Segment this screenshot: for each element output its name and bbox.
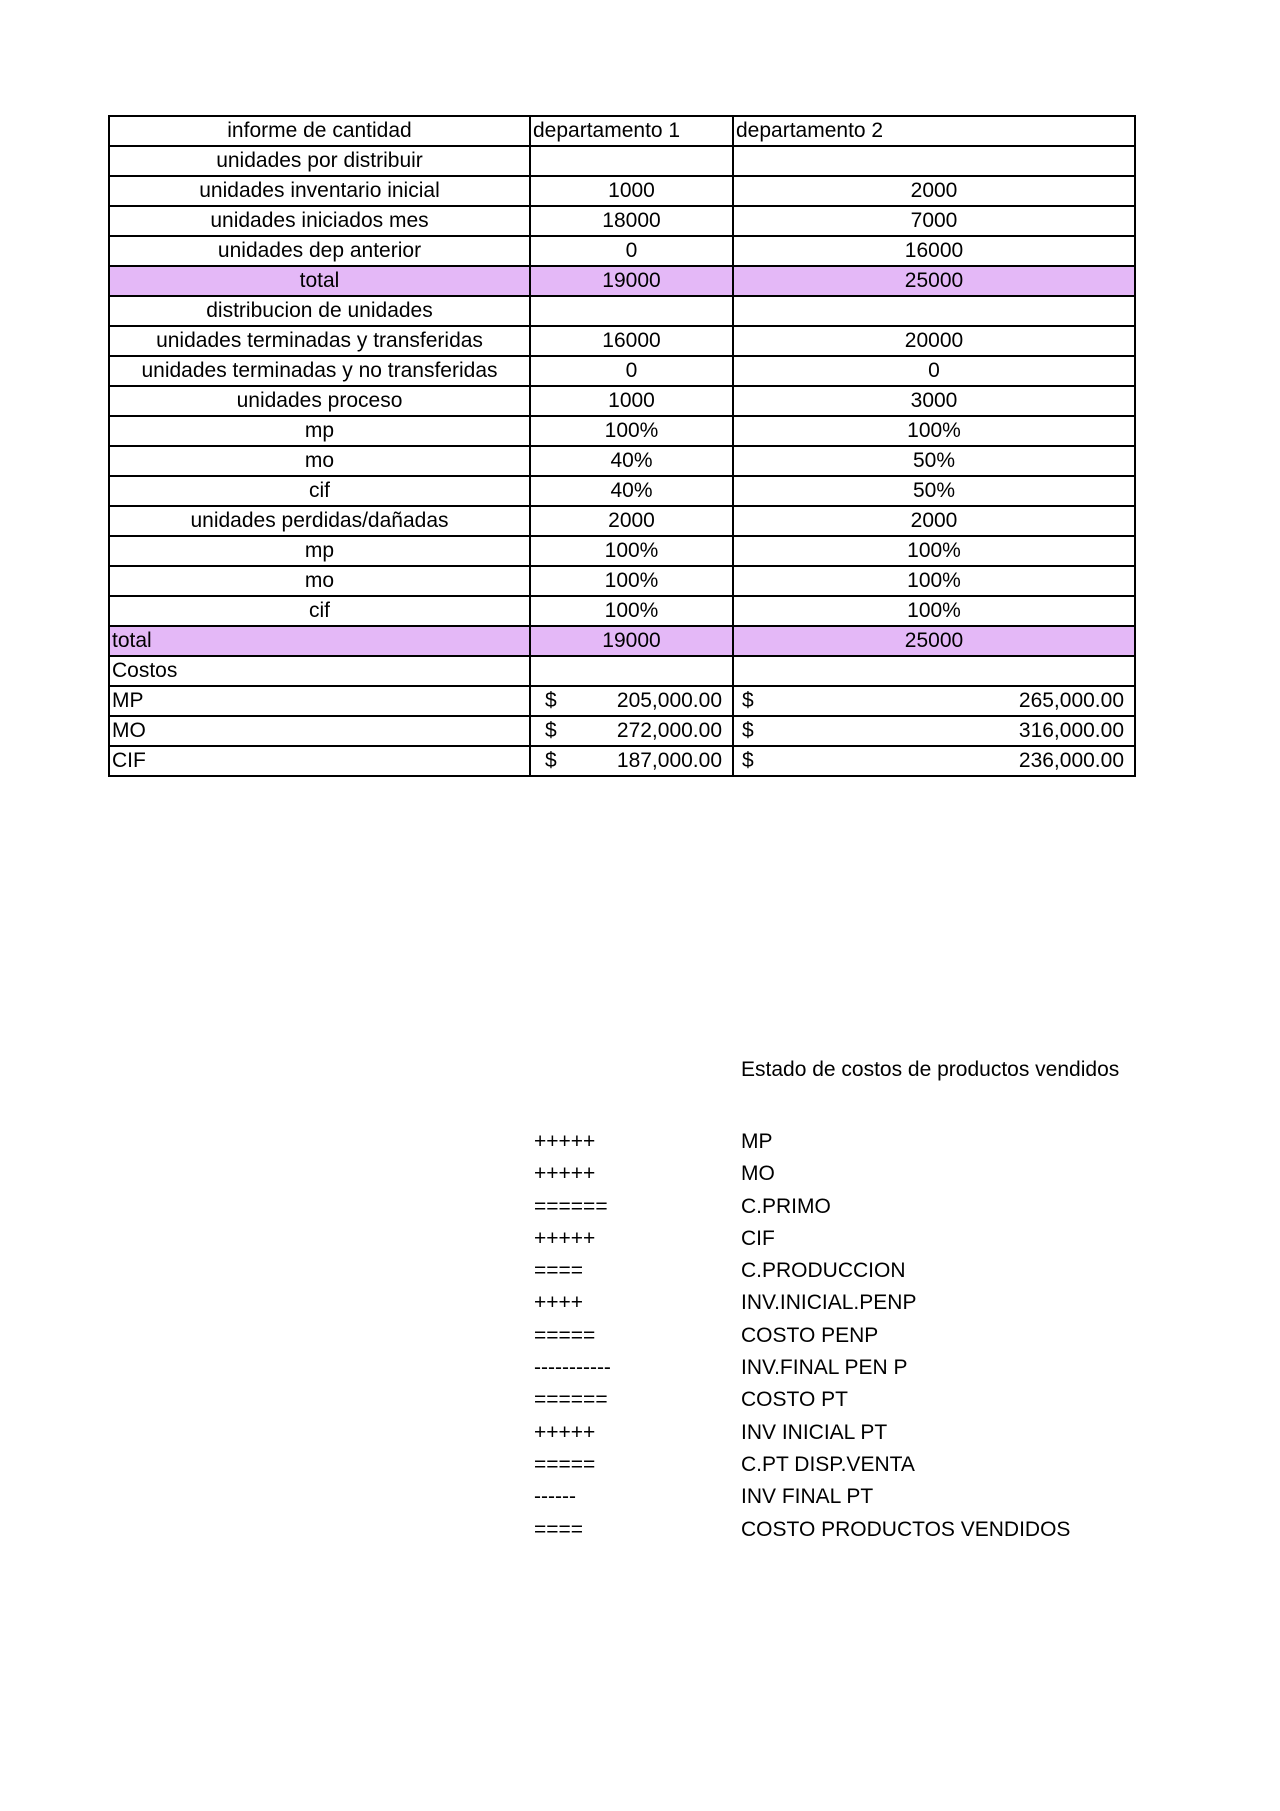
row-label-cell[interactable]: unidades proceso <box>109 386 530 416</box>
table-row <box>109 296 1135 326</box>
row-label-cell[interactable]: unidades por distribuir <box>109 146 530 176</box>
department-1-cell[interactable]: 100% <box>530 416 733 446</box>
cost-row <box>109 716 1135 746</box>
currency-value <box>736 717 1132 745</box>
cost-value-cell-department-2[interactable] <box>733 686 1135 716</box>
row-label-cell[interactable]: cif <box>109 596 530 626</box>
row-label-cell[interactable]: unidades inventario inicial <box>109 176 530 206</box>
department-2-cell[interactable]: 2000 <box>733 176 1135 206</box>
table-row <box>109 206 1135 236</box>
row-label-cell[interactable]: distribucion de unidades <box>109 296 530 326</box>
statement-symbol: ------ <box>534 1485 576 1509</box>
table-row <box>109 656 1135 686</box>
table-row <box>109 446 1135 476</box>
quantity-report-table <box>108 115 1136 777</box>
statement-symbol: +++++ <box>534 1226 596 1250</box>
department-1-cell[interactable]: 0 <box>530 356 733 386</box>
table-row <box>109 146 1135 176</box>
statement-symbol: ===== <box>534 1323 596 1347</box>
statement-symbol: ==== <box>534 1517 584 1541</box>
row-label-cell[interactable]: unidades terminadas y transferidas <box>109 326 530 356</box>
department-1-cell[interactable]: 19000 <box>530 626 733 656</box>
row-label-cell[interactable]: total <box>109 266 530 296</box>
statement-line-label: C.PRODUCCION <box>741 1259 906 1283</box>
department-2-cell[interactable]: 100% <box>733 416 1135 446</box>
department-1-cell[interactable]: 0 <box>530 236 733 266</box>
currency-value <box>533 687 730 715</box>
table-row <box>109 356 1135 386</box>
statement-line-label: MO <box>741 1162 775 1186</box>
department-2-cell[interactable]: 50% <box>733 446 1135 476</box>
statement-line-label: INV.INICIAL.PENP <box>741 1291 917 1315</box>
statement-title: Estado de costos de productos vendidos <box>741 1058 1120 1081</box>
department-1-cell[interactable]: 100% <box>530 536 733 566</box>
amount: 236,000.00 <box>1018 749 1124 772</box>
row-label-cell[interactable]: unidades perdidas/dañadas <box>109 506 530 536</box>
header-cell-department-1[interactable]: departamento 1 <box>530 116 733 146</box>
row-label-cell[interactable]: mp <box>109 536 530 566</box>
currency-symbol: $ <box>742 719 754 742</box>
statement-labels-column <box>741 1126 1070 1546</box>
department-2-cell[interactable]: 25000 <box>733 266 1135 296</box>
currency-value <box>533 717 730 745</box>
statement-symbol: +++++ <box>534 1162 596 1186</box>
statement-symbol: ====== <box>534 1194 608 1218</box>
department-2-cell[interactable]: 100% <box>733 536 1135 566</box>
department-2-cell[interactable]: 7000 <box>733 206 1135 236</box>
row-label-cell[interactable]: Costos <box>109 656 530 686</box>
statement-line-label: MP <box>741 1130 773 1153</box>
department-1-cell[interactable]: 1000 <box>530 176 733 206</box>
cost-value-cell-department-2[interactable] <box>733 716 1135 746</box>
table-row <box>109 506 1135 536</box>
table-row <box>109 626 1135 656</box>
statement-line-label: INV FINAL PT <box>741 1485 874 1509</box>
department-2-cell[interactable]: 3000 <box>733 386 1135 416</box>
currency-symbol: $ <box>742 749 754 772</box>
department-2-cell[interactable]: 20000 <box>733 326 1135 356</box>
department-1-cell[interactable]: 1000 <box>530 386 733 416</box>
amount: 316,000.00 <box>1018 719 1124 742</box>
statement-symbol: ===== <box>534 1452 596 1476</box>
table-row <box>109 326 1135 356</box>
currency-value <box>533 747 730 775</box>
statement-line-label: COSTO PENP <box>741 1323 879 1347</box>
department-1-cell[interactable]: 19000 <box>530 266 733 296</box>
table-row <box>109 536 1135 566</box>
row-label-cell[interactable]: mo <box>109 566 530 596</box>
row-label-cell[interactable]: unidades terminadas y no transferidas <box>109 356 530 386</box>
header-cell-label[interactable]: informe de cantidad <box>109 116 530 146</box>
row-label-cell[interactable]: mp <box>109 416 530 446</box>
department-1-cell[interactable]: 40% <box>530 476 733 506</box>
cost-row <box>109 686 1135 716</box>
row-label-cell[interactable]: total <box>109 626 530 656</box>
currency-symbol: $ <box>742 689 754 712</box>
statement-line-label: COSTO PRODUCTOS VENDIDOS <box>741 1517 1071 1541</box>
cost-value-cell-department-1[interactable] <box>530 716 733 746</box>
statement-symbol: ----------- <box>534 1356 611 1380</box>
department-2-cell[interactable] <box>733 656 1135 686</box>
statement-line-label: INV INICIAL PT <box>741 1420 888 1444</box>
amount: 187,000.00 <box>616 749 722 772</box>
currency-symbol: $ <box>545 689 557 712</box>
cost-value-cell-department-2[interactable] <box>733 746 1135 776</box>
header-cell-department-2[interactable]: departamento 2 <box>733 116 1135 146</box>
cost-value-cell-department-1[interactable] <box>530 746 733 776</box>
row-label-cell[interactable]: unidades iniciados mes <box>109 206 530 236</box>
currency-value <box>736 687 1132 715</box>
department-1-cell[interactable]: 100% <box>530 596 733 626</box>
department-1-cell[interactable]: 18000 <box>530 206 733 236</box>
department-1-cell[interactable] <box>530 146 733 176</box>
statement-symbol: +++++ <box>534 1420 596 1444</box>
statement-symbol: ==== <box>534 1259 584 1283</box>
department-1-cell[interactable]: 2000 <box>530 506 733 536</box>
statement-symbol: ====== <box>534 1388 608 1412</box>
cost-label-cell[interactable]: CIF <box>109 746 530 776</box>
department-1-cell[interactable] <box>530 296 733 326</box>
department-2-cell[interactable]: 0 <box>733 356 1135 386</box>
statement-symbols-column <box>534 1126 611 1546</box>
table-header-row <box>109 116 1135 146</box>
row-label-cell[interactable]: mo <box>109 446 530 476</box>
department-2-cell[interactable]: 25000 <box>733 626 1135 656</box>
cost-label-cell[interactable]: MO <box>109 716 530 746</box>
department-2-cell[interactable]: 2000 <box>733 506 1135 536</box>
cost-row <box>109 746 1135 776</box>
amount: 272,000.00 <box>616 719 722 742</box>
cost-value-cell-department-1[interactable] <box>530 686 733 716</box>
department-2-cell[interactable]: 100% <box>733 596 1135 626</box>
table-row <box>109 236 1135 266</box>
amount: 205,000.00 <box>616 689 722 712</box>
statement-symbol: +++++ <box>534 1130 596 1153</box>
row-label-cell[interactable]: cif <box>109 476 530 506</box>
department-1-cell[interactable]: 40% <box>530 446 733 476</box>
table-row <box>109 266 1135 296</box>
table-row <box>109 566 1135 596</box>
amount: 265,000.00 <box>1018 689 1124 712</box>
department-1-cell[interactable]: 100% <box>530 566 733 596</box>
department-2-cell[interactable]: 50% <box>733 476 1135 506</box>
statement-line-label: C.PRIMO <box>741 1194 831 1218</box>
department-2-cell[interactable]: 100% <box>733 566 1135 596</box>
statement-line-label: INV.FINAL PEN P <box>741 1356 908 1380</box>
statement-line-label: C.PT DISP.VENTA <box>741 1452 915 1476</box>
currency-symbol: $ <box>545 749 557 772</box>
table-row <box>109 596 1135 626</box>
table-row <box>109 476 1135 506</box>
department-2-cell[interactable] <box>733 296 1135 326</box>
table-row <box>109 176 1135 206</box>
statement-line-label: CIF <box>741 1226 775 1250</box>
table-body <box>109 116 1135 776</box>
department-2-cell[interactable]: 16000 <box>733 236 1135 266</box>
row-label-cell[interactable]: unidades dep anterior <box>109 236 530 266</box>
cost-label-cell[interactable]: MP <box>109 686 530 716</box>
department-1-cell[interactable]: 16000 <box>530 326 733 356</box>
department-1-cell[interactable] <box>530 656 733 686</box>
currency-symbol: $ <box>545 719 557 742</box>
statement-symbol: ++++ <box>534 1291 584 1315</box>
currency-value <box>736 747 1132 775</box>
statement-line-label: COSTO PT <box>741 1388 848 1412</box>
table-row <box>109 386 1135 416</box>
table-row <box>109 416 1135 446</box>
department-2-cell[interactable] <box>733 146 1135 176</box>
